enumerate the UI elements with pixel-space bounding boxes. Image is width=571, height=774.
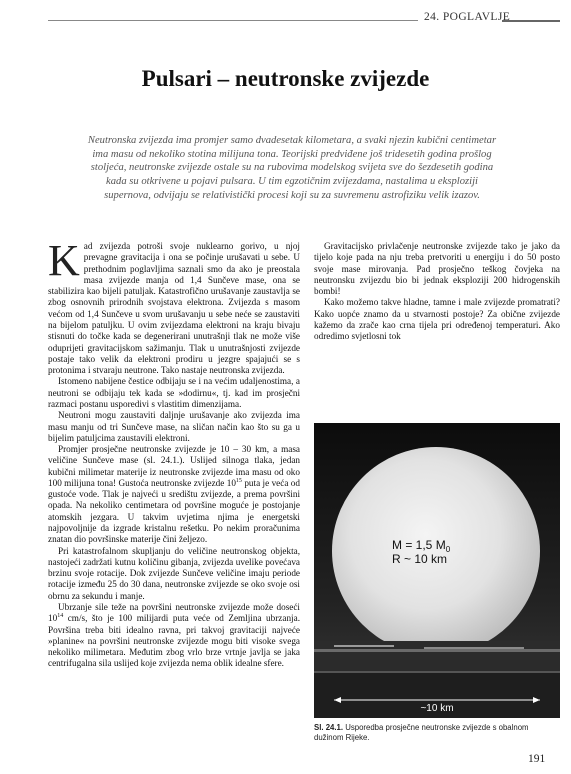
caption-text: Usporedba prosječne neutronske zvijezde s obalnom dužinom Rijeke. [314, 723, 529, 742]
page-title: Pulsari – neutronske zvijezde [141, 66, 430, 91]
body-paragraph-3: Neutroni mogu zaustaviti daljnje urušavanje ako zvijezda ima masu manju od tri Sunčeve mase, na sličan način kao što su ga u bijelim patuljcima zaustavili elektroni. [48, 410, 300, 443]
figure-caption [314, 723, 560, 743]
scale-label: ~10 km [420, 703, 454, 714]
header-rule-left [48, 20, 418, 21]
caption-number: Sl. 24.1. [314, 723, 344, 732]
lead-paragraph: Neutronska zvijezda ima promjer samo dvadesetak kilometara, a svaki njezin kubični centimetar ima masu od nekoliko stotina milijuna tona. Teorijski predviđene još tridesetih godina prošlog stoljeća, neutronske zvijezde ostale su na rubovima modelskog svijeta sve do šezdesetih godina kada su otkrivene u pojavi pulsara. U tim egzotičnim zvijezdama, nastalima u eksploziji supernova, odvijaju se relativistički procesi koji su za suvremenu astrofiziku velik izazov. [87, 135, 497, 201]
left-column [48, 236, 300, 670]
mass-label: M = 1,5 $M_0$ [392, 538, 451, 554]
body-paragraph-5: Pri katastrofalnom skupljanju do veličine neutronskog objekta, nastojeći zadržati kutnu količinu gibanja, zvijezda uvelike povećava brzinu svoje rotacije. Dok zvijezde Sunčeve veličine imaju periode rotacije između 25 do 30 dana, neutronske zvijezde se oko svoje osi obrnu za sekundu i manje. [48, 545, 300, 601]
page-number: 191 [528, 753, 546, 765]
drop-cap: K [48, 236, 80, 285]
body-paragraph-7: Gravitacijsko privlačenje neutronske zvijezde tako je jako da tijelo koje pada na nju treba pretvoriti u energiju i do 50 posto svoje mase mirovanja. Pad prosječno teškog čovjeka na neutronsku zvijezdu bio bi jednak eksploziji 200 hidrogenskih bombi! [314, 241, 560, 297]
body-paragraph-8: Kako možemo takve hladne, tamne i male zvijezde promatrati? Kako uopće znamo da u stvarnosti postoje? Za obične zvijezde kažemo da zrače kao crna tijela pri određenoj temperaturi. Ako odredimo svjetlosni tok [314, 297, 560, 342]
body-paragraph-4: Promjer prosječne neutronske zvijezde je 10 – 30 km, a masa veličine Sunčeve mase (sl. 24.1.). Uslijed silnoga tlaka, jedan kubični milimetar materije iz neutronske zvijezde ima masu od oko 100 milijuna tona! Gustoća neutronske zvijezde $10^{15}$ puta je veća od gustoće vode. Tlak je najveći u središtu zvijezde, a prema površini opada. Na nekoliko centimetara od površine moguće je postojanje atomskih jezgara. U takvim uvjetima njima je energetski najpovoljnije da izgrade kristalnu rešetku. Po nekim proračunima znatan dio površinske materije čini željezo. [48, 444, 300, 545]
radius-label: R ~ 10 km [392, 552, 448, 566]
body-paragraph-6: Ubrzanje sile teže na površini neutronske zvijezde može doseći $10^{14}$ cm/s, što je 100 milijardi puta veće od Zemljina ubrzanja. Površina treba biti idealno ravna, pri takvoj gravitaciji najveće »planine« na površini neutronske zvijezde mogu biti visoke svega nekoliko milimetara. Međutim zbog vrlo brze vrtnje javlja se jaka centrifugalna sila uslijed koje zvijezda nema oblik idealne sfere. [48, 602, 300, 669]
body-paragraph-1: Kad zvijezda potroši svoje nuklearno gorivo, u njoj prevagne gravitacija i ona se počinje urušavati u sebe. U prethodnim poglavljima saznali smo da ako je preostala masa zvijezde manja od 1,4 Sunčeve mase, ona se stabilizira kao bijeli patuljak. Katastrofično urušavanje zaustavlja se zbog osnovnih prirodnih svojstava elektrona. Zvijezda s masom većom od 1,4 Sunčeve u svom urušavanju u sebe neće se zaustaviti na bijelom patuljku. U ovim zvijezdama elektroni na kraju bivaju stisnuti do točke kada se degenerirani unutrašnji tlak ne može više oduprijeti gravitacijskom sažimanju. Tlak u unutrašnjosti zvijezde postaje tako velik da elektroni prodiru u jezgre spajajući se s protonima i stvaraju neutrone. Tako nastaje neutronska zvijezda. [48, 236, 300, 376]
chapter-header: 24. POGLAVLJE [424, 11, 511, 23]
body-paragraph-2: Istomeno nabijene čestice odbijaju se i na većim udaljenostima, a neutroni se odbijaju tek kada se »dodirnu«, tj. kad im prosječni razmaci postanu usporedivi s vlastitim dimenzijama. [48, 376, 300, 409]
header-rule-right [502, 20, 560, 22]
right-column [314, 241, 560, 343]
neutron-star-figure [314, 423, 560, 718]
